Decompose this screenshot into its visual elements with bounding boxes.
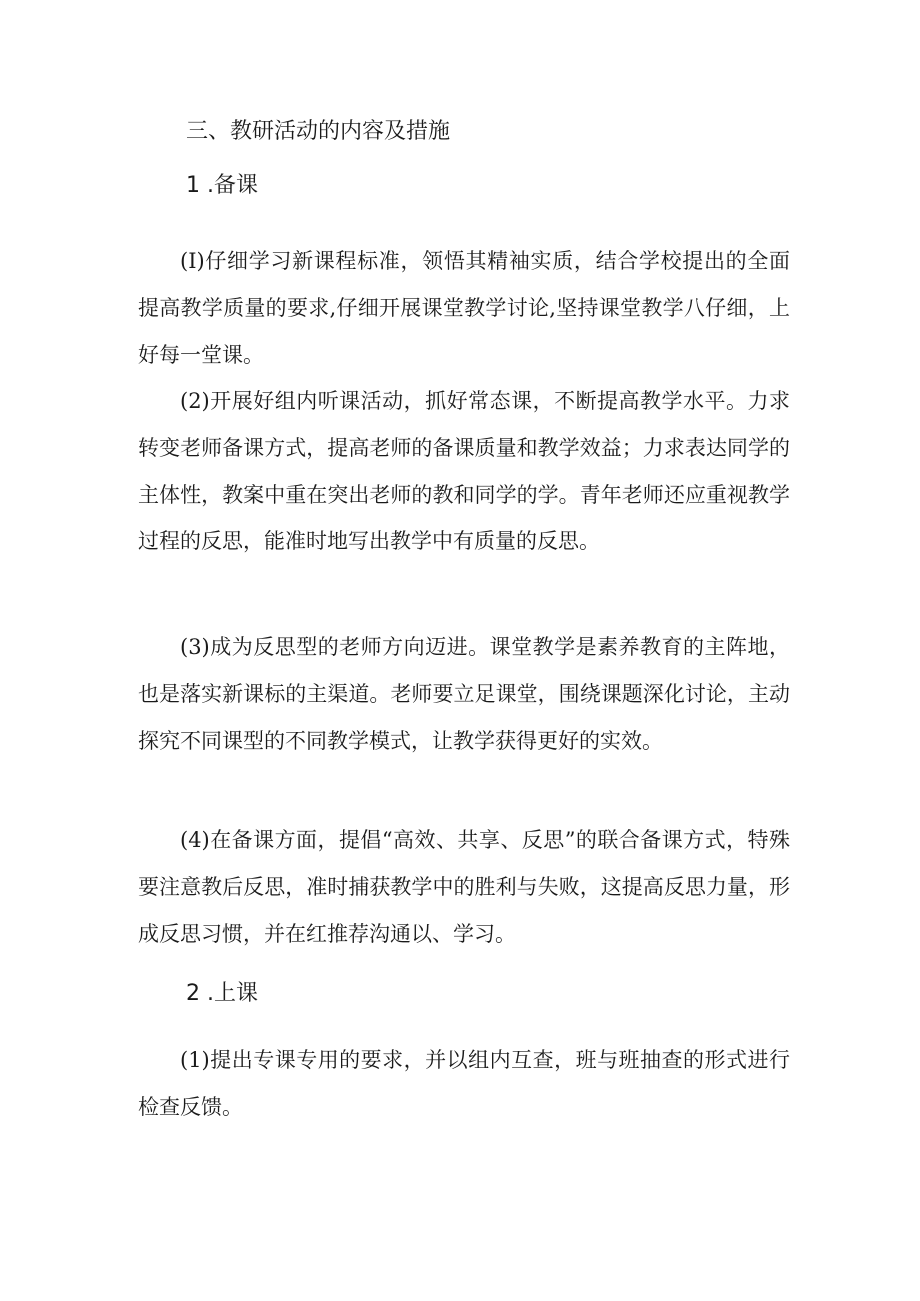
paragraph-lesson-prep-3: (3)成为反思型的老师方向迈进。课堂教学是素养教育的主阵地，也是落实新课标的主渠道。老师要立足课堂，围绕课题深化讨论，主动探究不同课型的不同教学模式，让教学获得更好的实效。 — [138, 635, 790, 753]
paragraph-lesson-prep-2: (2)开展好组内听课活动，抓好常态课，不断提高教学水平。力求转变老师备课方式，提高老师的备课质量和教学效益；力求表达同学的主体性，教案中重在突出老师的教和同学的学。青年老师还应重视教学过程的反思，能准时地写出教学中有质量的反思。 — [138, 389, 790, 554]
paragraph-class-1: (1)提出专课专用的要求，并以组内互查，班与班抽查的形式进行检查反馈。 — [138, 1048, 790, 1119]
section-title: 三、教研活动的内容及措施 — [186, 119, 451, 144]
subsection-title-lesson-prep: 1 .备课 — [186, 173, 258, 198]
paragraph-lesson-prep-1: (I)仔细学习新课程标准，领悟其精袖实质，结合学校提出的全面提高教学质量的要求,仔细开展课堂教学讨论,坚持课堂教学八仔细，上好每一堂课。 — [138, 249, 790, 367]
paragraph-lesson-prep-4: (4)在备课方面，提倡“高效、共享、反思”的联合备课方式，特殊要注意教后反思，准时捕获教学中的胜利与失败，这提高反思力量，形成反思习惯，并在红推荐沟通以、学习。 — [138, 828, 790, 946]
subsection-title-class: 2 .上课 — [186, 981, 258, 1006]
